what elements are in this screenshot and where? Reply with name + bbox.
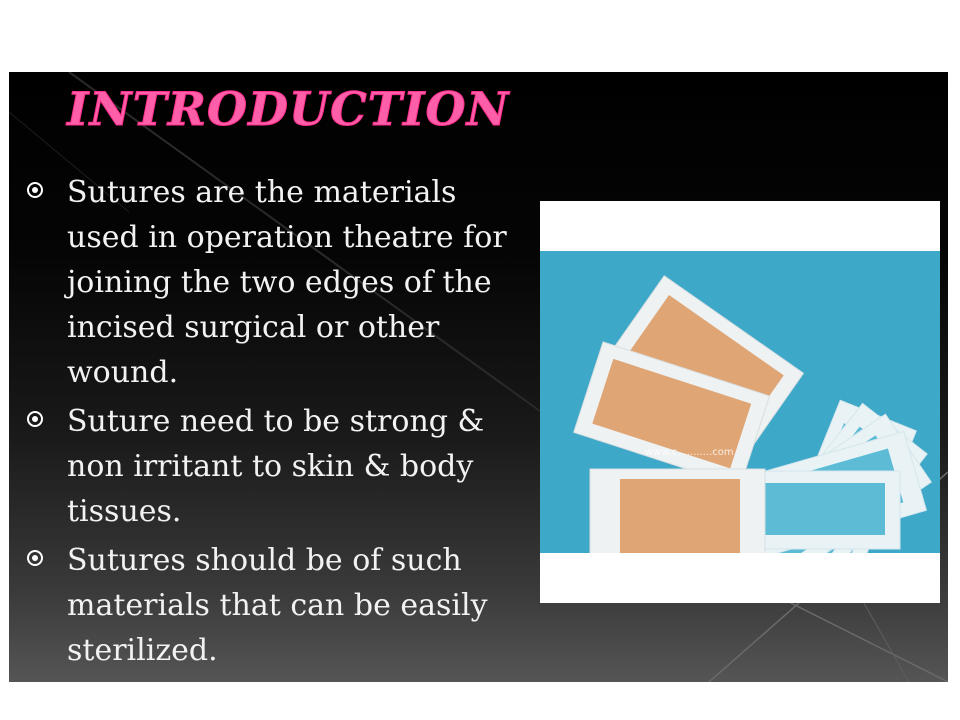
bullet-text: Sutures are the materials used in operation theatre for joining the two edges of the incised surgical or other wound. bbox=[67, 175, 507, 390]
slide-title: INTRODUCTION bbox=[67, 82, 510, 136]
suture-packets-illustration bbox=[540, 251, 940, 553]
bullet-item bbox=[21, 538, 511, 673]
bullet-text: Suture need to be strong & non irritant to skin & body tissues. bbox=[67, 404, 485, 529]
bullet-list bbox=[21, 170, 511, 677]
photo-watermark: www.c...........com bbox=[645, 447, 734, 458]
circle-dot-icon bbox=[27, 411, 43, 427]
bullet-item bbox=[21, 399, 511, 534]
slide bbox=[9, 72, 948, 682]
bullet-text: Sutures should be of such materials that can be easily sterilized. bbox=[67, 543, 488, 668]
circle-dot-icon bbox=[27, 550, 43, 566]
suture-packets-photo bbox=[540, 251, 940, 553]
suture-packet bbox=[590, 469, 765, 553]
bullet-item bbox=[21, 170, 511, 395]
photo-frame bbox=[540, 201, 940, 603]
circle-dot-icon bbox=[27, 182, 43, 198]
